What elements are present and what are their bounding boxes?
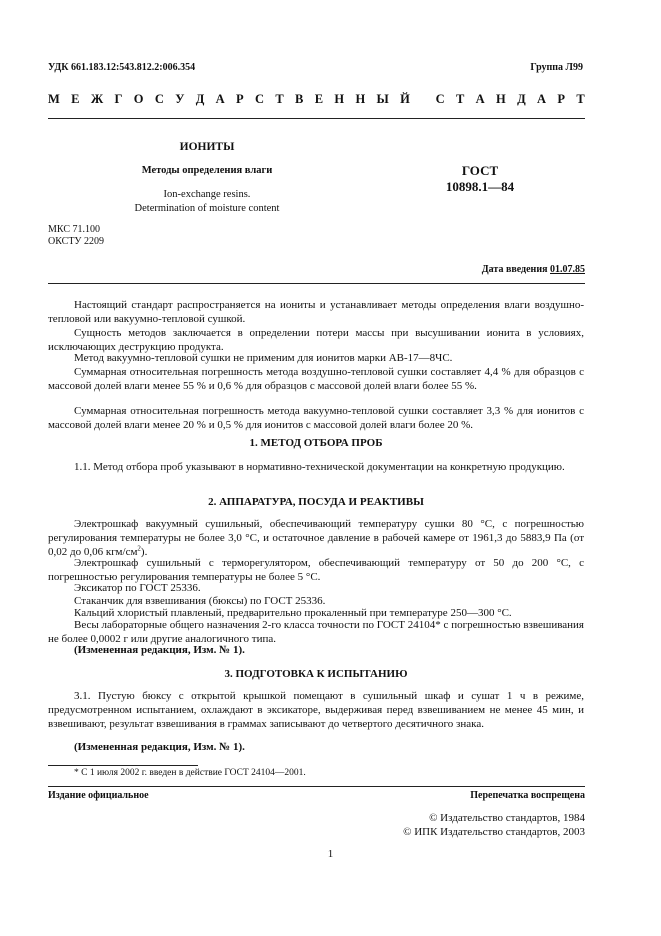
page-number: 1 <box>327 848 334 860</box>
banner-letter: М <box>48 92 60 106</box>
gost-label: ГОСТ <box>461 163 499 178</box>
banner-letter: Е <box>314 92 324 106</box>
banner-letter: Д <box>517 92 526 106</box>
banner-letter: Н <box>334 92 345 106</box>
banner-letter: Ж <box>90 92 104 106</box>
mks-code: МКС 71.100 <box>48 224 100 235</box>
footnote: * С 1 июля 2002 г. введен в действие ГОСТ 24104—2001. <box>74 768 306 778</box>
section-2-heading: 2. АППАРАТУРА, ПОСУДА И РЕАКТИВЫ <box>208 496 424 508</box>
effective-date-label: Дата введения <box>481 264 550 275</box>
section-2-paragraph: Весы лабораторные общего назначения 2-го класса точности по ГОСТ 24104* с погрешностью взвешивания не более 0,0002 г или другие аналогичного типа. <box>48 619 584 645</box>
intro-paragraph: Суммарная относительная погрешность метода вакуумно-тепловой сушки составляет 3,3 % для ионитов с массовой долей влаги менее 20 % и 0,5 % для ионитов с массовой долей влаги более 20 %. <box>48 405 584 431</box>
footer-divider <box>48 786 585 787</box>
document-subtitle: Методы определения влаги <box>141 165 273 176</box>
section-2-paragraph: Эксикатор по ГОСТ 25336. <box>74 582 201 594</box>
banner-letter: Г <box>114 92 123 106</box>
banner-letter: Д <box>195 92 205 106</box>
banner-letter: С <box>435 92 445 106</box>
english-title-line1: Ion-exchange resins. <box>163 189 251 200</box>
okstu-code: ОКСТУ 2209 <box>48 236 105 247</box>
section-1-paragraph: 1.1. Метод отбора проб указывают в нормативно-технической документации на конкретную продукцию. <box>74 461 565 473</box>
banner-letter: А <box>475 92 485 106</box>
header-divider <box>48 118 585 119</box>
banner-letter: Н <box>496 92 506 106</box>
superscript: 2 <box>137 544 141 553</box>
banner-letter: Й <box>400 92 410 106</box>
footnote-divider <box>48 765 198 766</box>
effective-date-value: 01.07.85 <box>550 264 585 275</box>
vacuum-oven-text-end: ). <box>140 546 148 558</box>
group-code: Группа Л99 <box>530 62 583 73</box>
copyright-line-1: © Издательство стандартов, 1984 <box>429 812 585 824</box>
copyright-line-2: © ИПК Издательство стандартов, 2003 <box>403 826 585 838</box>
banner-letter: У <box>175 92 185 106</box>
official-edition-label: Издание официальное <box>48 790 149 801</box>
copyright-block <box>403 811 585 839</box>
english-title-line2: Determination of moisture content <box>134 203 280 214</box>
banner-letter: Н <box>355 92 366 106</box>
section-2-paragraph: Кальций хлористый плавленый, предварительно прокаленный при температуре 250—300 °С. <box>74 607 512 619</box>
udk-code: УДК 661.183.12:543.812.2:006.354 <box>48 62 196 73</box>
section-3-heading: 3. ПОДГОТОВКА К ИСПЫТАНИЮ <box>224 668 408 680</box>
intro-paragraph: Суммарная относительная погрешность метода воздушно-тепловой сушки составляет 4,4 % для образцов с массовой долей влаги менее 55 % и 0,6 % для образцов с массовой долей влаги более 55 %. <box>48 366 584 392</box>
banner-letter: Е <box>71 92 80 106</box>
banner-letter: В <box>295 92 304 106</box>
intro-paragraph: Метод вакуумно-тепловой сушки не применим для ионитов марки АВ-17—8ЧС. <box>74 352 453 364</box>
banner-letter: А <box>215 92 225 106</box>
banner-letter <box>421 92 424 107</box>
banner-letter: Р <box>557 92 566 106</box>
document-title: ИОНИТЫ <box>179 141 235 153</box>
effective-date <box>482 264 585 275</box>
classification-codes <box>48 224 104 248</box>
section-2-paragraph: Электрошкаф сушильный с терморегулятором, обеспечивающий температуру от 50 до 200 °С, с погрешностью регулирования температуры не более 5 °С. <box>48 557 584 583</box>
banner-letter: А <box>537 92 547 106</box>
banner-letter: Ы <box>376 92 389 106</box>
section-2-revision-note: (Измененная редакция, Изм. № 1). <box>74 644 245 656</box>
intro-paragraph: Сущность методов заключается в определении потери массы при высушивании ионита в условиях, исключающих деструкцию продукта. <box>48 327 584 353</box>
section-1-heading: 1. МЕТОД ОТБОРА ПРОБ <box>249 437 383 449</box>
vacuum-oven-text: Электрошкаф вакуумный сушильный, обеспечивающий температуру сушки 80 °С, с погрешностью регулирования температуры не более 3,0 °С, и остаточное давление в рабочей камере от 1961,3 до 5883,9 Па (от 0,02 до 0,06 кгм/см <box>48 518 584 558</box>
section-2-paragraph: Стаканчик для взвешивания (бюксы) по ГОСТ 25336. <box>74 595 326 607</box>
reprint-prohibited-label: Перепечатка воспрещена <box>470 790 585 801</box>
banner-letter: Т <box>576 92 585 106</box>
banner-letter: О <box>133 92 144 106</box>
banner-letter: Т <box>275 92 284 106</box>
section-3-paragraph: 3.1. Пустую бюксу с открытой крышкой помещают в сушильный шкаф и сушат 1 ч в режиме, предусмотренном испытанием, охлаждают в эксикаторе, выдерживая перед взвешиванием не менее 45 мин, и взвешивают, результат взвешивания в граммах записывают до четвертого десятичного знака. <box>48 690 584 730</box>
section-3-revision-note: (Измененная редакция, Изм. № 1). <box>74 741 245 753</box>
gost-designation: 10898.1—84 <box>445 179 515 194</box>
date-divider <box>48 283 585 284</box>
section-2-paragraph <box>48 517 584 559</box>
banner-letter: С <box>255 92 265 106</box>
gost-number <box>420 163 540 195</box>
interstate-standard-banner <box>48 92 585 107</box>
banner-letter: Р <box>236 92 244 106</box>
banner-letter: С <box>154 92 164 106</box>
english-title <box>48 188 366 216</box>
banner-letter: Т <box>455 92 465 106</box>
intro-paragraph: Настоящий стандарт распространяется на иониты и устанавливает методы определения влаги воздушно-тепловой или вакуумно-тепловой сушкой. <box>48 299 584 325</box>
